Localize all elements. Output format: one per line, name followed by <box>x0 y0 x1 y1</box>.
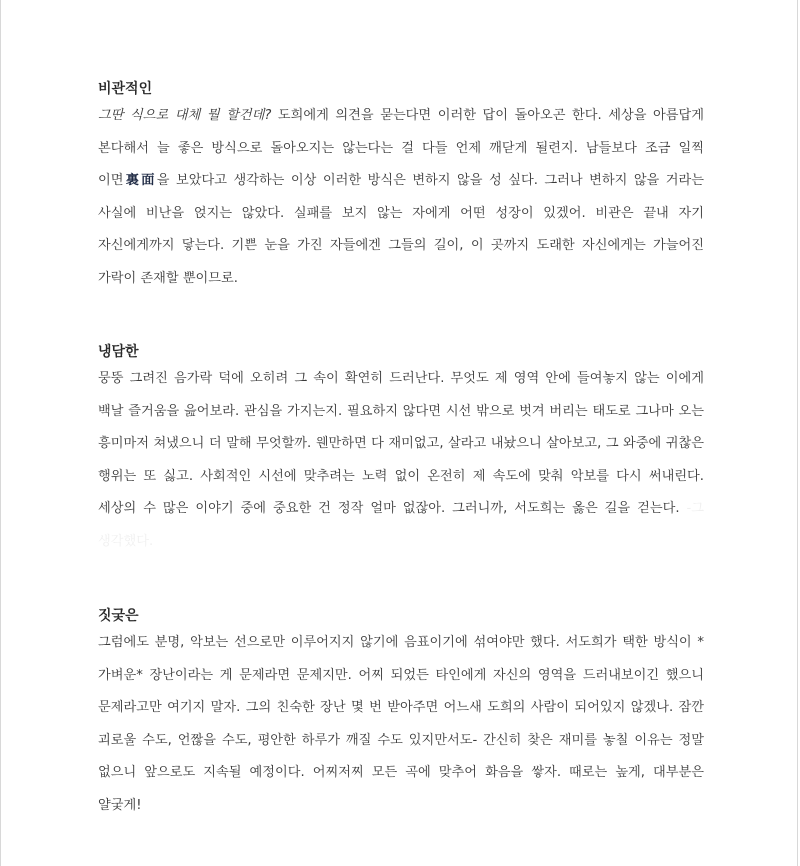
section-spacer <box>98 558 704 605</box>
hanja-text: 裏面 <box>123 173 157 188</box>
section-paragraph-pessimistic <box>98 100 704 295</box>
section-heading-pessimistic: 비관적인 <box>98 81 153 97</box>
section-heading-cold: 냉담한 <box>98 344 139 360</box>
section-paragraph-mischievous: 그럼에도 분명, 악보는 선으로만 이루어지지 않기에 음표이기에 섞여야만 했다. 서도희가 택한 방식이 *가벼운* 장난이라는 게 문제라면 문제지만. 어찌 되었든 타인에게 자신의 영역을 드러내보이긴 했으니 문제라고만 여기지 말자. 그의 친숙한 장난 몇 번 받아주면 어느새 도희의 사람이 되어있지 않겠나. 잠깐 괴로울 수도, 언짢을 수도, 평안한 하루가 깨질 수도 있지만서도- 간신히 찾은 재미를 놓칠 이유는 정말 없으니 앞으로도 지속될 예정이다. 어찌저찌 모든 곡에 맞추어 화음을 쌓자. 때로는 높게, 대부분은 얄궂게! <box>98 635 704 813</box>
paragraph-text: 을 보았다고 생각하는 이상 이러한 방식은 변하지 않을 성 싶다. 그러나 변하지 않을 거라는 사실에 비난을 얹지는 않았다. 실패를 보지 않는 자에게 어떤 성장이 있겠어. 비관은 끝내 자기 자신에게까지 닿는다. 기쁜 눈을 가진 자들에겐 그들의 길이, 이 곳까지 도래한 자신에게는 가늘어진 가락이 존재할 뿐이므로. <box>98 173 705 286</box>
section-heading-mischievous: 짓궂은 <box>98 608 139 624</box>
document-content <box>98 78 704 822</box>
section-paragraph-cold <box>98 363 704 558</box>
section-spacer <box>98 295 704 341</box>
paragraph-text: 뭉뚱 그려진 음가락 덕에 오히려 그 속이 확연히 드러난다. 무엇도 제 영역 안에 들여놓지 않는 이에게 백날 즐거움을 읊어보라. 관심을 가지는지. 필요하지 않다면 시선 밖으로 벗겨 버리는 태도로 그나마 오는 흥미마저 쳐냈으니 더 말해 무엇할까. 웬만하면 다 재미없고, 살라고 내놨으니 살아보고, 그 와중에 귀찮은 행위는 또 싫고. 사회적인 시선에 맞추려는 노력 없이 온전히 제 속도에 맞춰 악보를 다시 써내린다. 세상의 수 많은 이야기 중에 중요한 건 정작 얼마 없잖아. 그러니까, 서도희는 옳은 길을 걷는다. <box>98 371 704 516</box>
faint-text: -그 생각했다. <box>98 501 704 549</box>
italic-quote: 그딴 식으로 대체 뭘 할건데? <box>98 108 272 123</box>
paragraph-text: 도희에게 의견을 묻는다면 이러한 답이 돌아오곤 한다. 세상을 아름답게 본다해서 늘 좋은 방식으로 돌아오지는 않는다는 걸 다들 언제 깨닫게 될련지. 남들보다 조금 일찍 이면 <box>98 108 704 188</box>
